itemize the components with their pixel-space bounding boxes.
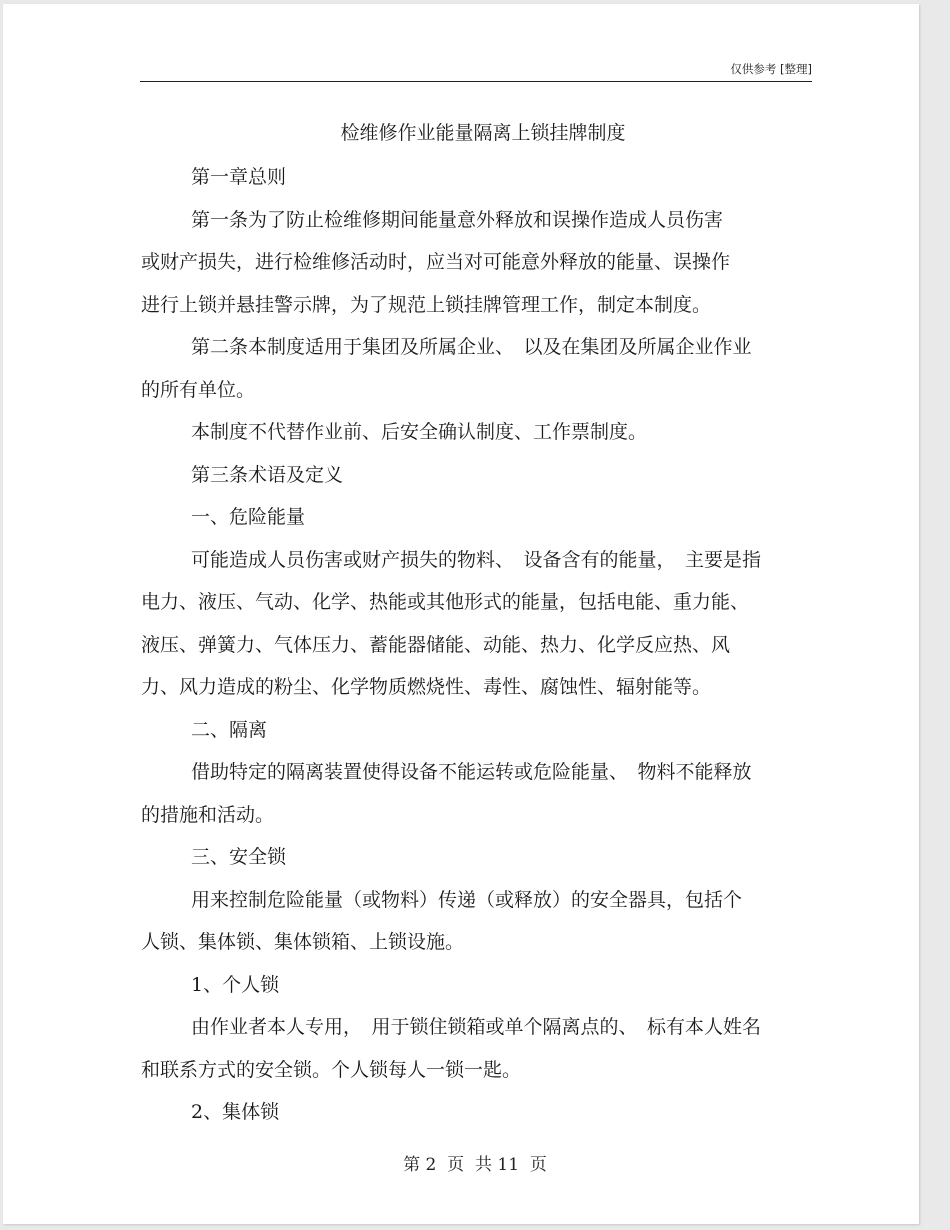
body-line: 第一条为了防止检维修期间能量意外释放和误操作造成人员伤害 [191,208,724,231]
body-line: 2、集体锁 [191,1101,280,1123]
page-header: 仅供参考 [整理] [140,60,812,82]
page-footer: 第 2 页 共 11 页 [403,1155,547,1175]
body-line: 1、个人锁 [191,973,280,996]
body-line: 借助特定的隔离装置使得设备不能运转或危险能量、 物料不能释放 [191,761,752,783]
document-title: 检维修作业能量隔离上锁挂牌制度 [340,122,626,144]
body-line: 用来控制危险能量（或物料）传递（或释放）的安全器具，包括个 [191,888,743,911]
body-line: 本制度不代替作业前、后安全确认制度、工作票制度。 [191,421,648,443]
document-body [141,158,813,1136]
document-page [3,4,919,1224]
body-line: 第一章总则 [191,166,287,188]
body-line: 二、隔离 [191,718,268,741]
body-line: 或财产损失，进行检维修活动时，应当对可能意外释放的能量、误操作 [141,251,731,273]
body-line: 的措施和活动。 [141,803,275,826]
body-line: 的所有单位。 [141,378,256,401]
body-line: 液压、弹簧力、气体压力、蓄能器储能、动能、热力、化学反应热、风 [141,633,731,656]
body-line: 一、危险能量 [191,506,306,528]
body-line: 由作业者本人专用， 用于锁住锁箱或单个隔离点的、 标有本人姓名 [191,1016,762,1038]
body-line: 可能造成人员伤害或财产损失的物料、 设备含有的能量， 主要是指 [191,548,762,571]
body-line: 第二条本制度适用于集团及所属企业、 以及在集团及所属企业作业 [191,336,752,358]
body-line: 力、风力造成的粉尘、化学物质燃烧性、毒性、腐蚀性、辐射能等。 [141,676,712,698]
body-line: 进行上锁并悬挂警示牌，为了规范上锁挂牌管理工作，制定本制度。 [141,293,712,316]
body-line: 和联系方式的安全锁。个人锁每人一锁一匙。 [141,1058,522,1081]
body-line: 三、安全锁 [191,846,287,868]
body-line: 人锁、集体锁、集体锁箱、上锁设施。 [141,931,465,953]
body-line: 第三条术语及定义 [191,463,344,486]
body-line: 电力、液压、气动、化学、热能或其他形式的能量，包括电能、重力能、 [141,591,750,613]
